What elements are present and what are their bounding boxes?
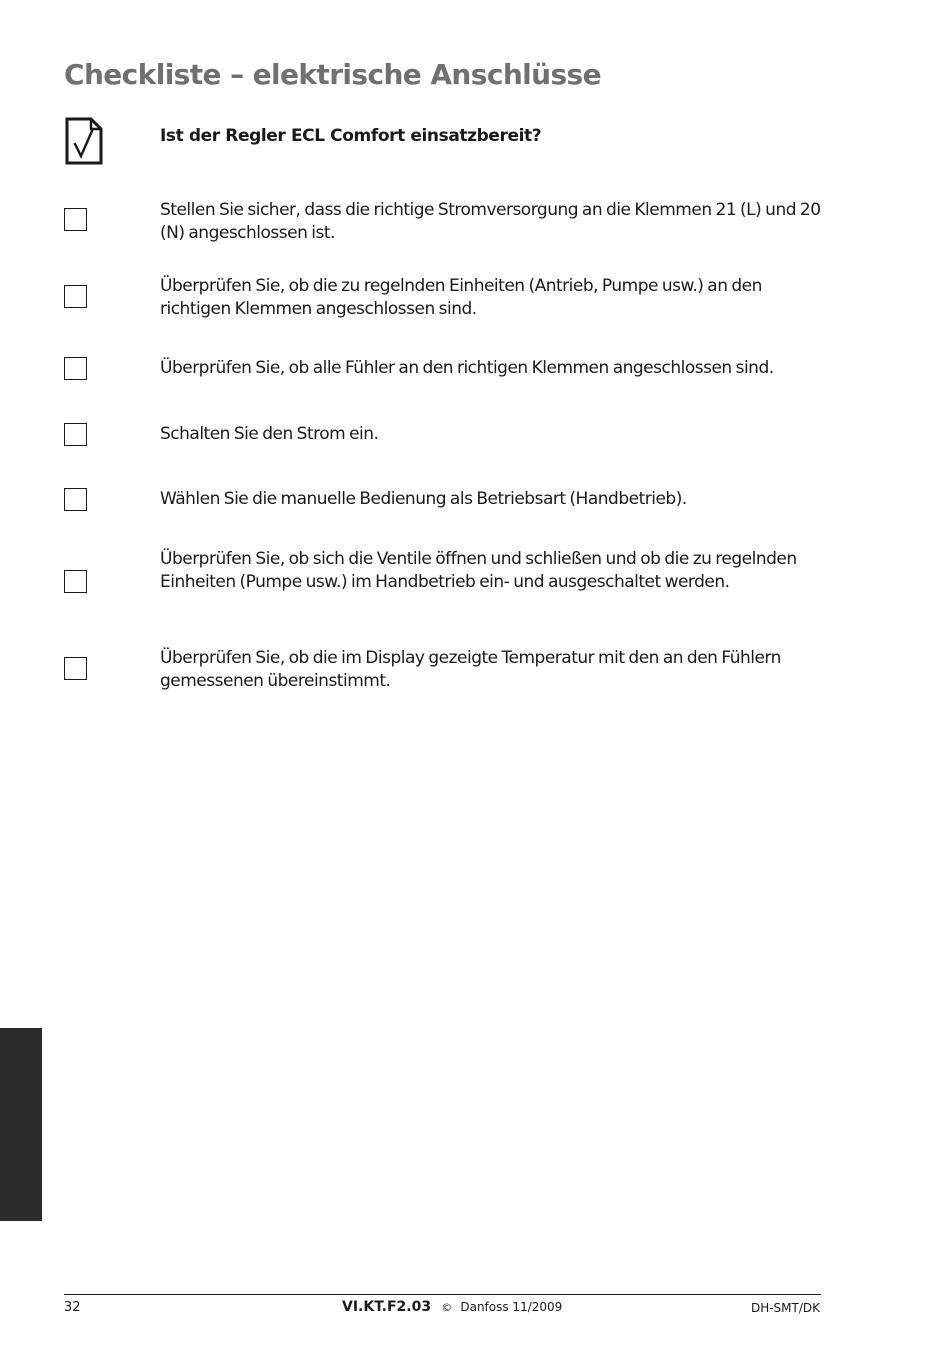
checkbox[interactable] bbox=[64, 208, 87, 231]
checklist-question: Ist der Regler ECL Comfort einsatzbereit? bbox=[160, 126, 542, 146]
checkbox[interactable] bbox=[64, 423, 87, 446]
page-number: 32 bbox=[64, 1300, 81, 1315]
checkbox[interactable] bbox=[64, 285, 87, 308]
footer-divider bbox=[64, 1294, 821, 1295]
checklist-item-text: Stellen Sie sicher, dass die richtige Stromversorgung an die Klemmen 21 (L) und 20 (N) angeschlossen ist. bbox=[160, 200, 821, 243]
checkbox[interactable] bbox=[64, 357, 87, 380]
checkbox[interactable] bbox=[64, 488, 87, 511]
company-date: Danfoss 11/2009 bbox=[460, 1300, 563, 1314]
department-code: DH-SMT/DK bbox=[750, 1301, 820, 1315]
checklist-item-text: Wählen Sie die manuelle Bedienung als Betriebsart (Handbetrieb). bbox=[160, 489, 687, 509]
checked-document-icon bbox=[64, 117, 104, 165]
chapter-tab bbox=[0, 1028, 42, 1221]
checklist-item-text: Überprüfen Sie, ob sich die Ventile öffnen und schließen und ob die zu regelnden Einheiten (Pumpe usw.) im Handbetrieb ein- und ausgeschaltet werden. bbox=[160, 549, 797, 592]
footer-center bbox=[342, 1299, 562, 1315]
checkbox[interactable] bbox=[64, 570, 87, 593]
checkbox[interactable] bbox=[64, 657, 87, 680]
page-title: Checkliste – elektrische Anschlüsse bbox=[64, 58, 602, 91]
checklist-item-text: Überprüfen Sie, ob die zu regelnden Einheiten (Antrieb, Pumpe usw.) an den richtigen Klemmen angeschlossen sind. bbox=[160, 276, 762, 319]
checklist-item-text: Schalten Sie den Strom ein. bbox=[160, 424, 379, 444]
document-code: VI.KT.F2.03 bbox=[342, 1299, 432, 1315]
copyright-symbol: © bbox=[441, 1301, 453, 1314]
checklist-item-text: Überprüfen Sie, ob alle Fühler an den richtigen Klemmen angeschlossen sind. bbox=[160, 358, 774, 378]
checklist-item-text: Überprüfen Sie, ob die im Display gezeigte Temperatur mit den an den Fühlern gemessenen übereinstimmt. bbox=[160, 648, 781, 691]
